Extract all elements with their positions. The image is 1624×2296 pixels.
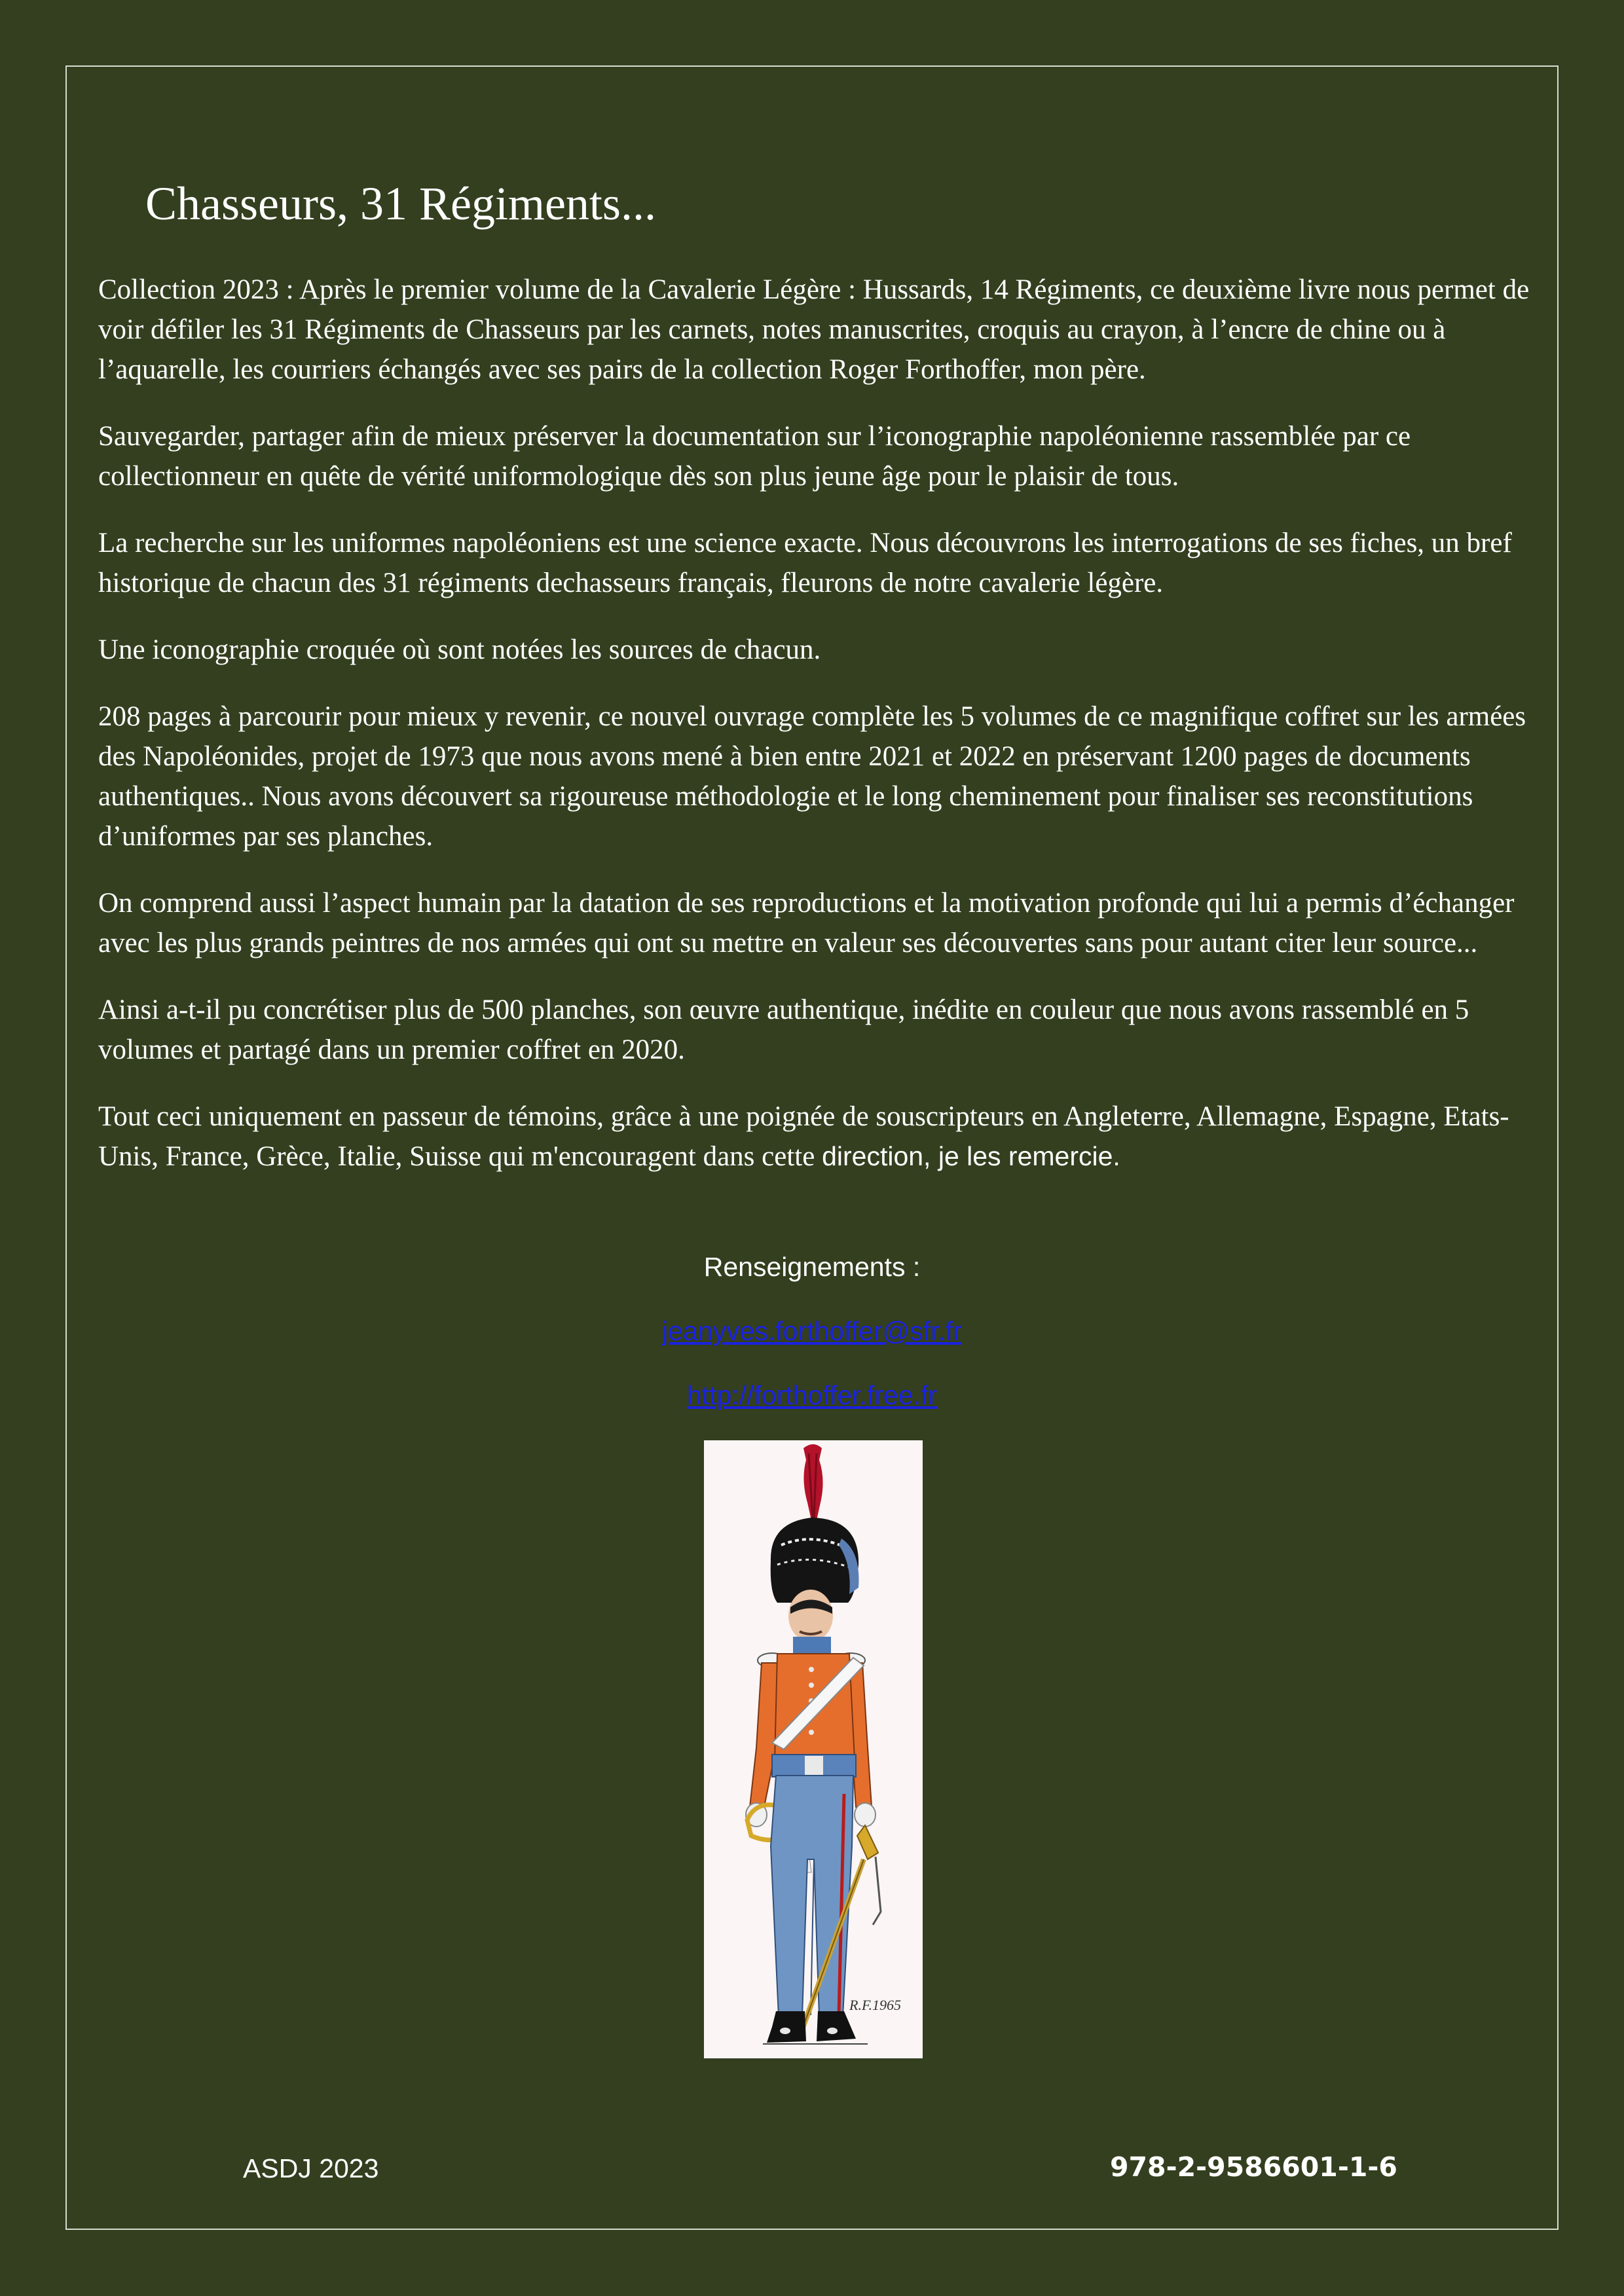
publisher-label: ASDJ 2023 xyxy=(243,2153,379,2183)
closing-serif-text: Tout ceci uniquement en passeur de témoins, grâce à une poignée de souscripteurs en Angleterre, Allemagne, Espagne, Etats-Unis, France, Grèce, Italie, Suisse qui m'encouragent dans cette xyxy=(98,1101,1509,1172)
paragraph: Ainsi a-t-il pu concrétiser plus de 500 planches, son œuvre authentique, inédite en couleur que nous avons rassemblé en 5 volumes et partagé dans un premier coffret en 2020. xyxy=(98,994,1469,1065)
contact-email-row xyxy=(0,1311,1624,1351)
body-text xyxy=(98,270,1532,1203)
paragraph: Une iconographie croquée où sont notées les sources de chacun. xyxy=(98,634,821,665)
page-title: Chasseurs, 31 Régiments... xyxy=(145,177,656,230)
paragraph: 208 pages à parcourir pour mieux y revenir, ce nouvel ouvrage complète les 5 volumes de ce magnifique coffret sur les armées des Napoléonides, projet de 1973 que nous avons mené à bien entre 2021 et 2022 en préservant 1200 pages de documents authentiques.. Nous avons découvert sa rigoureuse méthodologie et le long cheminement pour finaliser ses reconstitutions d’uniformes par ses planches. xyxy=(98,701,1526,852)
email-link[interactable]: jeanyves.forthoffer@sfr.fr xyxy=(662,1316,962,1346)
paragraph: Collection 2023 : Après le premier volume de la Cavalerie Légère : Hussards, 14 Régiments, ce deuxième livre nous permet de voir défiler les 31 Régiments de Chasseurs par les carnets, notes manuscrites, croquis au crayon, à l’encre de chine ou à l’aquarelle, les courriers échangés avec ses pairs de la collection Roger Forthoffer, mon père. xyxy=(98,274,1530,385)
website-link[interactable]: http://forthoffer.free.fr xyxy=(686,1380,938,1410)
paragraph-closing xyxy=(98,1097,1532,1176)
contact-label: Renseignements : xyxy=(703,1252,921,1282)
illustration-signature: R.F.1965 xyxy=(849,1997,902,2013)
paragraph: La recherche sur les uniformes napoléoniens est une science exacte. Nous découvrons les interrogations de ses fiches, un bref historique de chacun des 31 régiments dechasseurs français, fleurons de notre cavalerie légère. xyxy=(98,528,1512,598)
paragraph: Sauvegarder, partager afin de mieux préserver la documentation sur l’iconographie napoléonienne rassemblée par ce collectionneur en quête de vérité uniformologique dès son plus jeune âge pour le plaisir de tous. xyxy=(98,421,1411,492)
isbn-label: 978-2-9586601-1-6 xyxy=(1110,2151,1397,2183)
paragraph: On comprend aussi l’aspect humain par la datation de ses reproductions et la motivation profonde qui lui a permis d’échanger avec les plus grands peintres de nos armées qui ont su mettre en valeur ses découvertes sans pour autant citer leur source... xyxy=(98,888,1515,958)
chasseur-illustration xyxy=(704,1440,923,2058)
contact-url-row xyxy=(0,1376,1624,1415)
closing-sans-text: direction, je les remercie. xyxy=(822,1141,1120,1171)
